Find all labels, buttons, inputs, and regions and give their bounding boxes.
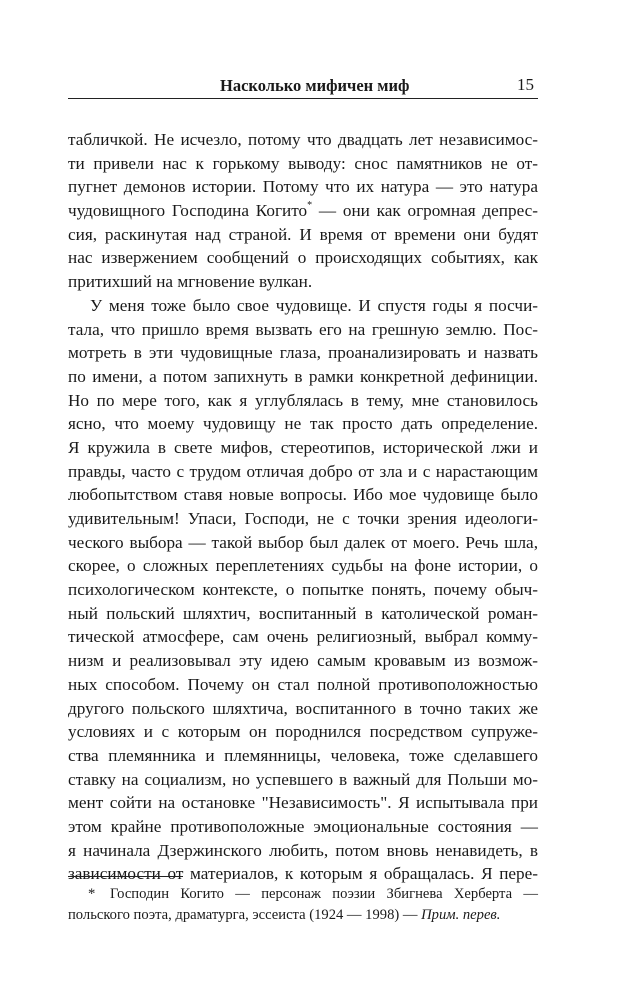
text-line: ставку на социализм, но успевшего в важный для Польши мо-	[68, 769, 538, 789]
translator-note: Прим. перев.	[421, 907, 501, 923]
text-line: ный польский шляхтич, воспитанный в католической роман-	[68, 603, 538, 623]
footnote-text: польского поэта, драматурга, эссеиста (1924 — 1998) —	[68, 907, 422, 923]
page-number: 15	[517, 75, 534, 94]
text-line: психологическом контексте, о попытке понять, почему обыч-	[68, 580, 538, 600]
text-segment: — они как огромная депрес-	[312, 201, 538, 221]
text-line: ческого выбора — такой выбор был далек от моего. Речь шла,	[68, 532, 538, 552]
text-line: тала, что пришло время вызвать его на грешную землю. Пос-	[68, 319, 538, 339]
text-line: зависимости от материалов, к которым я обращалась. Я пере-	[68, 864, 538, 884]
text-line: мотреть в эти чудовищные глаза, проанализировать и назвать	[68, 343, 538, 363]
text-line: низм и реализовывал эту идею самым кровавым из возмож-	[68, 651, 538, 671]
footnote	[68, 884, 538, 926]
text-segment: чудовищного Господина Когито	[68, 201, 308, 221]
text-line: этом крайне противоположные эмоциональные состояния —	[68, 816, 538, 836]
text-line: ти привели нас к горькому выводу: снос памятников не от-	[68, 153, 538, 173]
running-title: Насколько мифичен миф	[220, 76, 410, 95]
text-line: сия, раскинутая над страной. И время от времени они будят	[68, 224, 538, 244]
text-line: ства племянника и племянницы, человека, тоже сделавшего	[68, 745, 538, 765]
text-line: я начинала Дзержинского любить, потом вновь ненавидеть, в	[68, 840, 538, 860]
text-line: по имени, а потом запихнуть в рамки конкретной дефиниции.	[68, 366, 538, 386]
header-rule	[68, 98, 538, 99]
text-line: правды, часто с трудом отличая добро от зла и с нарастающим	[68, 461, 538, 481]
footnote-text: Господин Когито — персонаж поэзии Збигнева Херберта —	[110, 886, 538, 902]
footnote-line	[68, 905, 538, 926]
footnote-reference: *	[307, 200, 313, 212]
footnote-rule	[68, 876, 183, 877]
text-line: ных способом. Почему он стал полной противоположностью	[68, 674, 538, 694]
text-line: Я кружила в свете мифов, стереотипов, исторической лжи и	[68, 437, 538, 457]
text-line: ясно, что моему чудовищу не так просто дать определение.	[68, 414, 538, 434]
text-line-with-note	[68, 199, 538, 223]
text-line: любопытством ставя новые вопросы. Ибо мое чудовище было	[68, 485, 538, 505]
text-line: нас извержением сообщений о происходящих событиях, как	[68, 248, 538, 268]
footnote-line	[68, 884, 538, 905]
text-line: другого польского шляхтича, воспитанного в точно таких же	[68, 698, 538, 718]
text-line: пугнет демонов истории. Потому что их натура — это натура	[68, 177, 538, 197]
paragraph-first-line: У меня тоже было свое чудовище. И спустя годы я посчи-	[90, 295, 538, 315]
text-line: табличкой. Не исчезло, потому что двадцать лет независимос-	[68, 130, 538, 149]
text-line: притихший на мгновение вулкан.	[68, 272, 313, 292]
text-line: Но по мере того, как я углублялась в тему, мне становилось	[68, 390, 538, 410]
running-head	[68, 68, 538, 98]
body-text	[68, 128, 538, 886]
text-line: условиях и с которым он породнился посредством супруже-	[68, 722, 538, 742]
text-line: удивительным! Упаси, Господи, не с точки зрения идеологи-	[68, 509, 538, 528]
text-line: мент сойти на остановке "Независимость". Я испытывала при	[68, 793, 538, 813]
text-line: тической атмосфере, сам очень религиозный, выбрал комму-	[68, 627, 538, 647]
footnote-marker: *	[88, 886, 96, 902]
text-line: скорее, о сложных переплетениях судьбы на фоне истории, о	[68, 556, 538, 576]
